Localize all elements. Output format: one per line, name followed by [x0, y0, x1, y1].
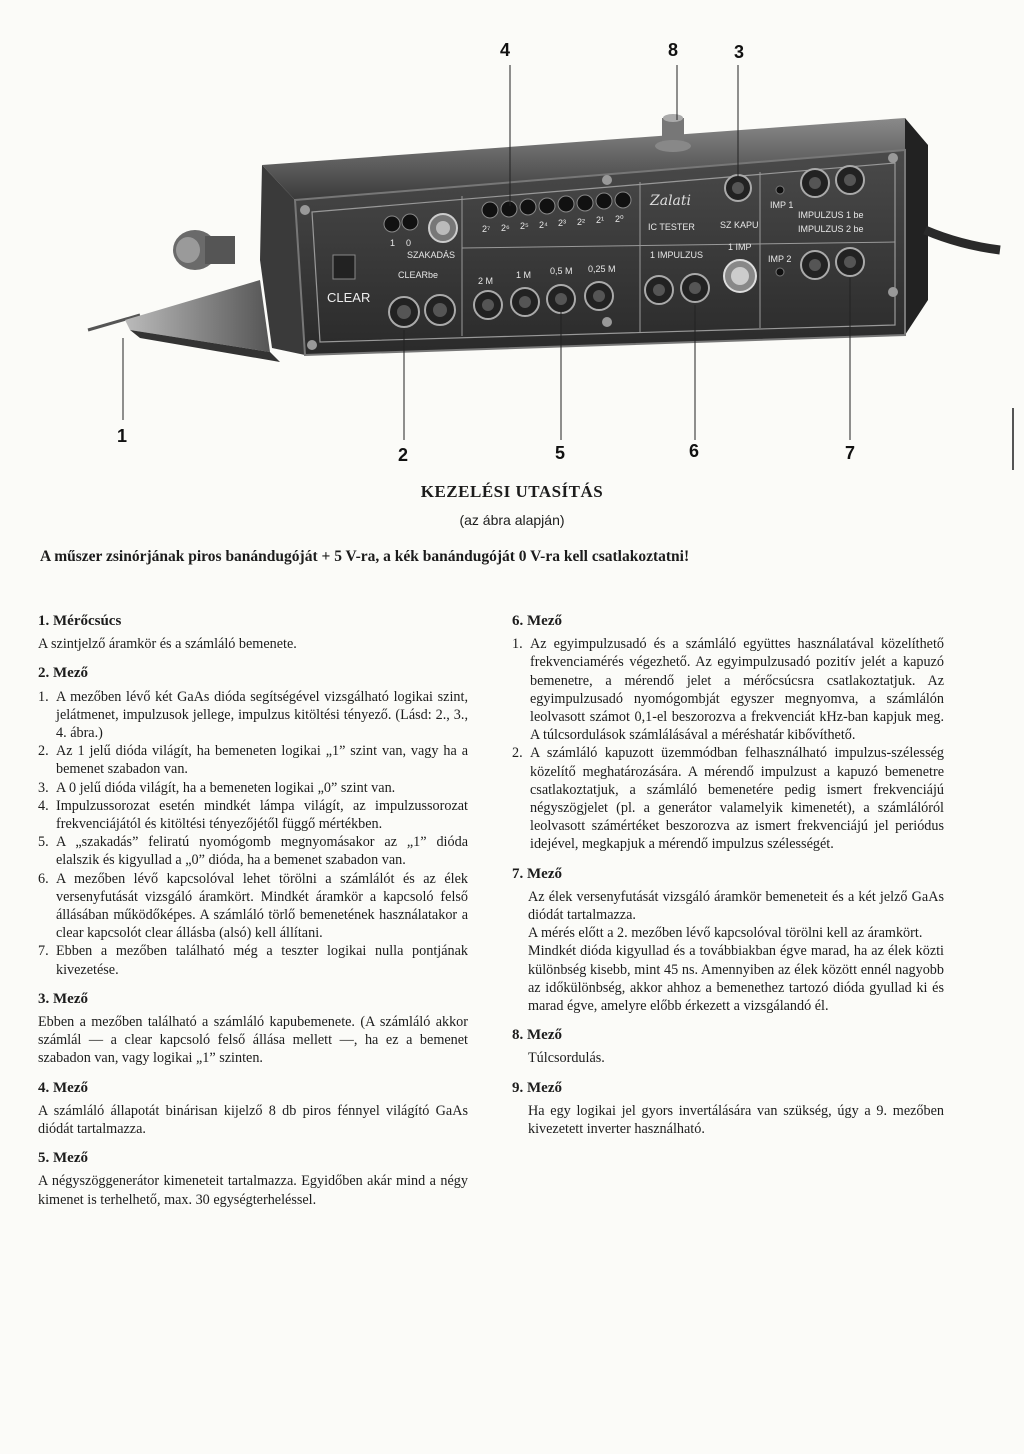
- bit-label-4: 2⁴: [539, 220, 548, 230]
- clear-be-label: CLEARbe: [398, 270, 439, 280]
- connection-warning: A műszer zsinórjának piros banándugóját + 5 V-ra, a kék banándugóját 0 V-ra kell csatlakoztatni!: [40, 548, 690, 565]
- list-item-number: 1.: [38, 688, 49, 705]
- section-9-mez: [512, 1079, 944, 1139]
- left-column: [38, 612, 468, 1220]
- power-cable: [925, 230, 1000, 250]
- clear-label: CLEAR: [327, 290, 371, 305]
- list-item-text: Impulzussorozat esetén mindkét lámpa világít, az impulzussorozat frekvenciájától és kitöltési tényezőjétől függő mértékben.: [56, 797, 468, 833]
- list-item: [38, 833, 468, 869]
- ic-tester-label: IC TESTER: [648, 222, 695, 232]
- probe-tip: [88, 280, 280, 362]
- bit-label-5: 2⁵: [520, 221, 529, 231]
- section-heading: 9. Mező: [512, 1079, 562, 1096]
- list-item-number: 7.: [38, 943, 49, 960]
- list-item: [38, 942, 468, 978]
- paragraph: Az élek versenyfutását vizsgáló áramkör bemeneteit és a két jelző GaAs diódát tartalmazza.: [528, 888, 944, 924]
- callout-8: 8: [668, 40, 679, 60]
- callout-3: 3: [734, 42, 745, 62]
- section-heading: 7. Mező: [512, 865, 562, 882]
- bit-label-7: 2⁷: [482, 224, 491, 234]
- impulzus2-label: IMPULZUS 2 be: [798, 224, 864, 234]
- szakadas-label: SZAKADÁS: [407, 250, 456, 260]
- list-item: [38, 797, 468, 833]
- list-item-number: 1.: [512, 636, 523, 653]
- paragraph: Túlcsordulás.: [528, 1050, 605, 1067]
- section-heading: 4. Mező: [38, 1079, 88, 1096]
- list-item: [38, 742, 468, 778]
- bit-label-0: 2⁰: [615, 214, 624, 224]
- list-item-number: 5.: [38, 834, 49, 851]
- paragraph: A mérés előtt a 2. mezőben lévő kapcsolóval törölni kell az áramkört.: [528, 925, 923, 942]
- list-item-text: A mezőben lévő kapcsolóval lehet törölni a számlálót és az élek versenyfutását vizsgáló áramkört. Mindkét áramkör a kapcsoló felső állásában működőképes. A számláló törlő bemenetének használatakor a clear kapcsolót clear állásba (alsó) kell állítani.: [56, 870, 468, 942]
- callout-2: 2: [398, 445, 409, 465]
- impulzus1-label: IMPULZUS 1 be: [798, 210, 864, 220]
- imp1-label: IMP 1: [770, 200, 794, 210]
- section-heading: 3. Mező: [38, 990, 88, 1007]
- paragraph: A szintjelző áramkör és a számláló bemenete.: [38, 636, 297, 653]
- list-item-text: Ebben a mezőben található még a teszter logikai nulla pontjának kivezetése.: [56, 943, 468, 978]
- section-heading: 8. Mező: [512, 1027, 562, 1044]
- bit-label-6: 2⁶: [501, 223, 510, 233]
- paragraph: Ha egy logikai jel gyors invertálására van szükség, úgy a 9. mezőben kivezetett inverter használható.: [528, 1102, 944, 1138]
- page-subtitle: (az ábra alapján): [459, 512, 565, 528]
- bit-label-1: 2¹: [596, 215, 605, 225]
- callout-1: 1: [117, 426, 128, 446]
- list-item: [38, 870, 468, 943]
- diode-one-label: 1: [390, 238, 396, 248]
- section-heading: 5. Mező: [38, 1150, 88, 1167]
- freq-label-2m: 2 M: [478, 276, 494, 286]
- device-photo: [0, 0, 1024, 470]
- top-connector: [655, 114, 691, 152]
- one-impulzus-label: 1 IMPULZUS: [650, 250, 704, 260]
- paragraph: Ebben a mezőben található a számláló kapubemenete. (A számláló akkor számlál — a clear kapcsoló felső állása mellett —, ha ez a bemenet szabadon van, vagy logikai „1” szinten.: [38, 1014, 468, 1067]
- imp2-label: IMP 2: [768, 254, 792, 264]
- list-item-number: 2.: [512, 745, 523, 762]
- section-8-mez: [512, 1026, 944, 1067]
- list-item: [512, 635, 944, 744]
- callout-6: 6: [689, 441, 700, 461]
- right-column: [512, 612, 944, 1149]
- list-item: [38, 779, 468, 797]
- diode-zero-label: 0: [406, 238, 412, 248]
- callout-5: 5: [555, 443, 566, 463]
- page-title: KEZELÉSI UTASÍTÁS: [420, 482, 604, 501]
- device-side: [905, 118, 928, 335]
- list-item: [38, 688, 468, 743]
- one-imp-label: 1 IMP: [728, 242, 752, 252]
- clear-switch: [333, 255, 355, 279]
- bit-label-2: 2²: [577, 217, 586, 227]
- list-item-number: 2.: [38, 743, 49, 760]
- freq-label-025m: 0,25 M: [588, 264, 616, 274]
- list-item-text: A 0 jelű dióda világít, ha a bemeneten logikai „0” szint van.: [56, 779, 396, 796]
- paragraph: A számláló állapotát binárisan kijelző 8 db piros fénnyel világító GaAs diódát tartalmazza.: [38, 1102, 468, 1138]
- sz-kapu-label: SZ KAPU: [720, 220, 759, 230]
- list-item-number: 6.: [38, 870, 49, 887]
- callout-4: 4: [500, 40, 511, 60]
- list-item-text: A „szakadás” feliratú nyomógomb megnyomásakor az „1” dióda elalszik és kigyullad a „0” dióda, ha a bemenet szabadon van.: [56, 834, 468, 869]
- section-4-mez: [38, 1079, 468, 1139]
- section-2-mez: [38, 664, 468, 978]
- brand-logo: Zalati: [650, 193, 692, 209]
- callout-7: 7: [845, 443, 856, 463]
- list-item-text: A számláló kapuzott üzemmódban felhasználható impulzus-szélesség közelítő meghatározására. A mérendő impulzust a kapuzó bemenetre csatlakoztatjuk, a számláló bemenetére pedig ismert frekvenciájú négyszögjelet (pl. a generátor valamelyik kimenetét), a számlálóról leolvasott számértéket beszorozva az ismert frekvenciájú jel periódus idejével, megkapjuk a mérendő impulzus szélességét.: [530, 745, 944, 853]
- cable-connector: [173, 230, 235, 270]
- section-6-mez: [512, 612, 944, 854]
- section-heading: 6. Mező: [512, 613, 562, 629]
- paragraph: Mindkét dióda kigyullad és a továbbiakban égve marad, ha az élek közti különbség kisebb, mint 45 ns. Amennyiben az élek között ennél nagyobb az időkülönbség, akkor ahhoz a bemenethez tartozó dióda gyullad ki és marad égve, amelyre előbb érkezett a vizsgálandó él.: [528, 943, 944, 1015]
- list-item: [512, 744, 944, 853]
- section-heading: 2. Mező: [38, 665, 88, 682]
- bit-label-3: 2³: [558, 218, 567, 228]
- list-item-text: A mezőben lévő két GaAs dióda segítségével vizsgálható logikai szint, jelátmenet, impulzusok jellege, impulzus kitöltési tényező. (Lásd: 2., 3., 4. ábra.): [56, 688, 468, 742]
- freq-label-05m: 0,5 M: [550, 266, 573, 276]
- freq-label-1m: 1 M: [516, 270, 532, 280]
- list-item-text: Az 1 jelű dióda világít, ha bemeneten logikai „1” szint van, vagy ha a bemenet szabadon van.: [56, 743, 468, 778]
- paragraph: A négyszöggenerátor kimeneteit tartalmazza. Egyidőben akár mind a négy kimenet is terhelhető, max. 30 egységterheléssel.: [38, 1173, 468, 1208]
- section-3-mez: [38, 990, 468, 1068]
- list-item-text: Az egyimpulzusadó és a számláló együttes használatával közelíthető frekvenciamérés végezhető. Az egyimpulzusadó pozitív jelét a kapuzó bemenetre, a mérendő jelet a mérőcsúcsra csatlakoztatjuk. Az egyimpulzusadó nyomógombját egyszer megnyomva, a számlálón leolvasott számot 0,1-el beszorozva a frekvenciát kHz-ban kapjuk meg. A túlcsordulások számlálásával a méréshatár kibővíthető.: [530, 636, 944, 744]
- list-item-number: 4.: [38, 797, 49, 814]
- list-item-number: 3.: [38, 779, 49, 796]
- section-heading: 1. Mérőcsúcs: [38, 613, 122, 629]
- section-1-m-r-cs-cs: [38, 612, 468, 653]
- section-7-mez: [512, 865, 944, 1016]
- section-5-mez: [38, 1149, 468, 1209]
